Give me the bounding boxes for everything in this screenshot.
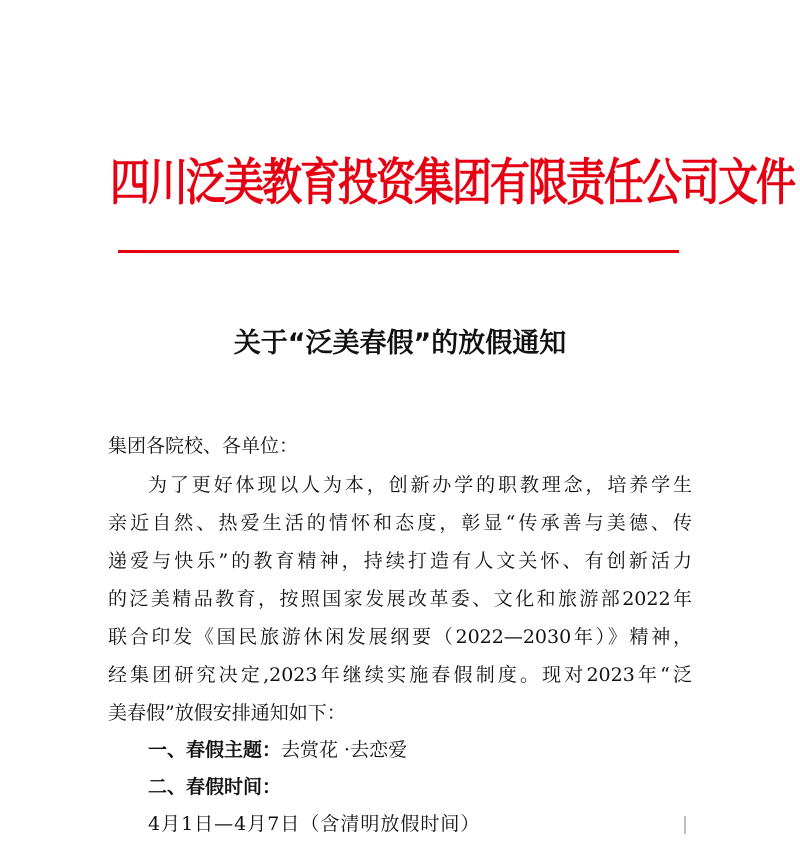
header-red-divider: [118, 250, 679, 253]
page-edge-mark: [684, 816, 686, 834]
section-time-line: [148, 778, 281, 797]
section-time-label: 二、春假时间：: [148, 776, 282, 798]
body-paragraph-line: 亲近自然、热爱生活的情怀和态度，彰显“传承善与美德、传: [108, 512, 692, 534]
addressee-line: 集团各院校、各单位：: [108, 435, 299, 457]
body-paragraph-line: 联合印发《国民旅游休闲发展纲要（2022—2030年）》精神，: [108, 626, 692, 648]
body-paragraph-line: 的泛美精品教育，按照国家发展改革委、文化和旅游部2022年: [108, 588, 692, 610]
body-paragraph-line: 美春假”放假安排通知如下：: [108, 702, 346, 724]
body-paragraph-line: 经集团研究决定,2023年继续实施春假制度。现对2023年“泛: [108, 664, 692, 686]
section-theme-label: 一、春假主题：: [148, 739, 282, 761]
body-paragraph-line: 递爱与快乐”的教育精神，持续打造有人文关怀、有创新活力: [108, 550, 692, 572]
body-paragraph-line: 为了更好体现以人为本，创新办学的职教理念，培养学生: [148, 474, 692, 496]
section-theme-line: [148, 741, 407, 760]
document-header-title: 四川泛美教育投资集团有限责任公司文件: [110, 153, 794, 212]
date-range-text: 4月1日—4月7日（含清明放假时间）: [148, 813, 481, 835]
notice-title: 关于“泛美春假”的放假通知: [233, 328, 567, 359]
section-theme-value: 去赏花 ·去恋爱: [281, 739, 408, 761]
